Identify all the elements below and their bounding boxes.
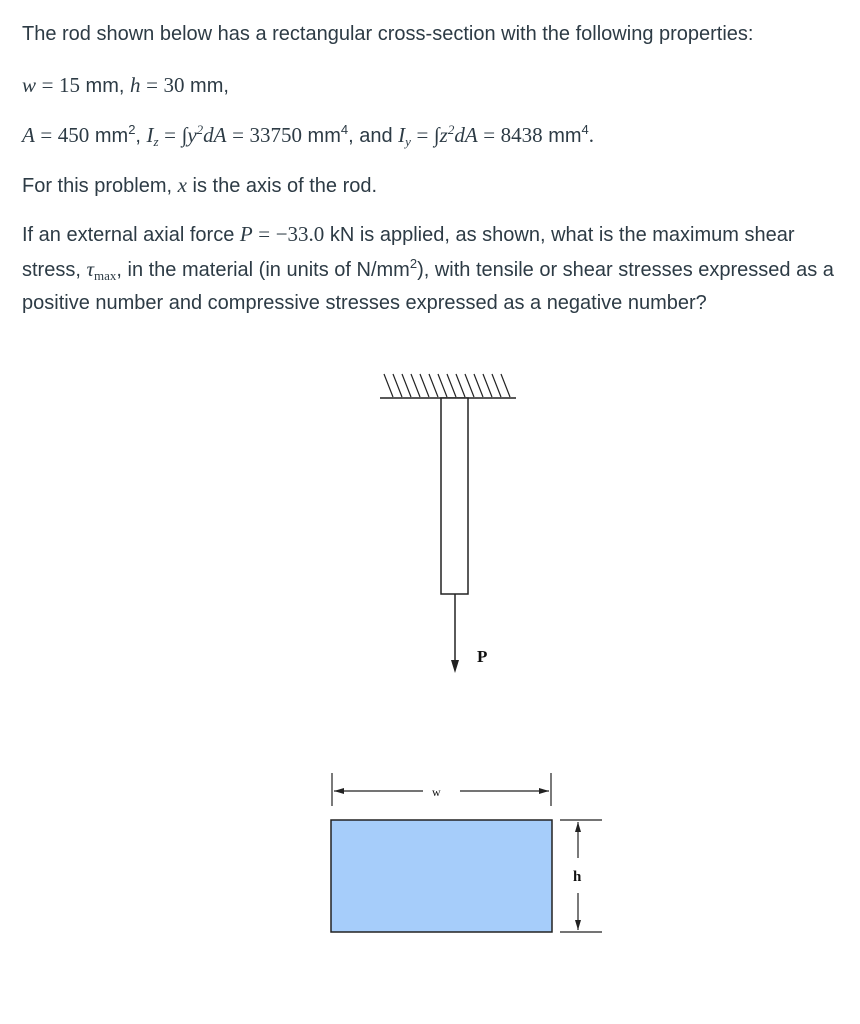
width-label: w — [432, 785, 441, 799]
tau-max-symbol: $\tau_{max}$ — [86, 256, 117, 283]
iz-symbol: $I_z$ — [146, 123, 159, 149]
integral-sign: ∫ — [181, 123, 188, 147]
iy-unit: $mm^4$ — [548, 122, 589, 147]
equals-sign: = — [483, 123, 496, 147]
h-value: 30 — [163, 73, 185, 97]
rod — [441, 398, 468, 594]
h-unit: mm, — [190, 75, 229, 97]
cross-section — [331, 820, 552, 932]
fixed-support — [380, 374, 516, 398]
intro-text: The rod shown below has a rectangular cross-section with the following properties: — [22, 23, 754, 45]
and-text: , and — [348, 125, 393, 147]
equals-sign: = — [232, 123, 244, 147]
da-symbol: dA — [203, 123, 227, 147]
iy-subscript: y — [405, 134, 411, 149]
y-symbol: $y^2$ — [187, 122, 204, 147]
force-label: P — [477, 647, 488, 666]
section-properties-line: A = 450 $mm^2$, $I_z = \int y^2dA = 33750$ $mm^4$, and $I_y = \int z^2dA = 8438$ $mm^4$. — [22, 122, 595, 149]
integral-sign: ∫ — [433, 123, 440, 147]
force-arrow — [451, 594, 459, 673]
equals-sign: = — [416, 123, 429, 147]
force-symbol: P — [239, 222, 253, 246]
iz-value: 33750 — [249, 123, 302, 147]
area-unit: $mm^2$ — [94, 122, 136, 147]
iz-subscript: z — [153, 134, 159, 149]
axis-note: For this problem, x is the axis of the rod. — [22, 173, 378, 197]
equals-sign: = — [146, 73, 158, 97]
iy-value: 8438 — [500, 123, 543, 147]
w-symbol: w — [22, 73, 37, 97]
iz-unit: $mm^4$ — [307, 122, 349, 147]
force-value: −33.0 — [275, 222, 325, 246]
area-unit-exponent: 2 — [128, 122, 136, 137]
x-symbol: x — [177, 173, 187, 197]
h-symbol: h — [130, 73, 141, 97]
equals-sign: = — [40, 123, 53, 147]
w-unit: mm, — [85, 75, 125, 97]
equals-sign: = — [41, 73, 54, 97]
units-exponent: 2 — [409, 255, 418, 271]
area-value: 450 — [57, 123, 90, 147]
width-dimension — [332, 773, 551, 806]
w-value: 15 — [58, 73, 80, 97]
height-label: h — [573, 869, 582, 885]
equals-sign: = — [258, 222, 271, 246]
question-text: If an external axial force P = −33.0 kN is applied, as shown, what is the maximum shear stress, $\tau_{max}$, in the material (in units of $N/mm^2$), with tensile or shear stresses expressed as a positive number and compressive stresses expressed as a negative number? — [22, 222, 834, 314]
equals-sign: = — [164, 123, 177, 147]
area-symbol: A — [22, 123, 35, 147]
da-symbol: dA — [454, 123, 478, 147]
iy-symbol: $I_y$ — [398, 123, 411, 149]
z-symbol: $z^2$ — [439, 122, 455, 147]
